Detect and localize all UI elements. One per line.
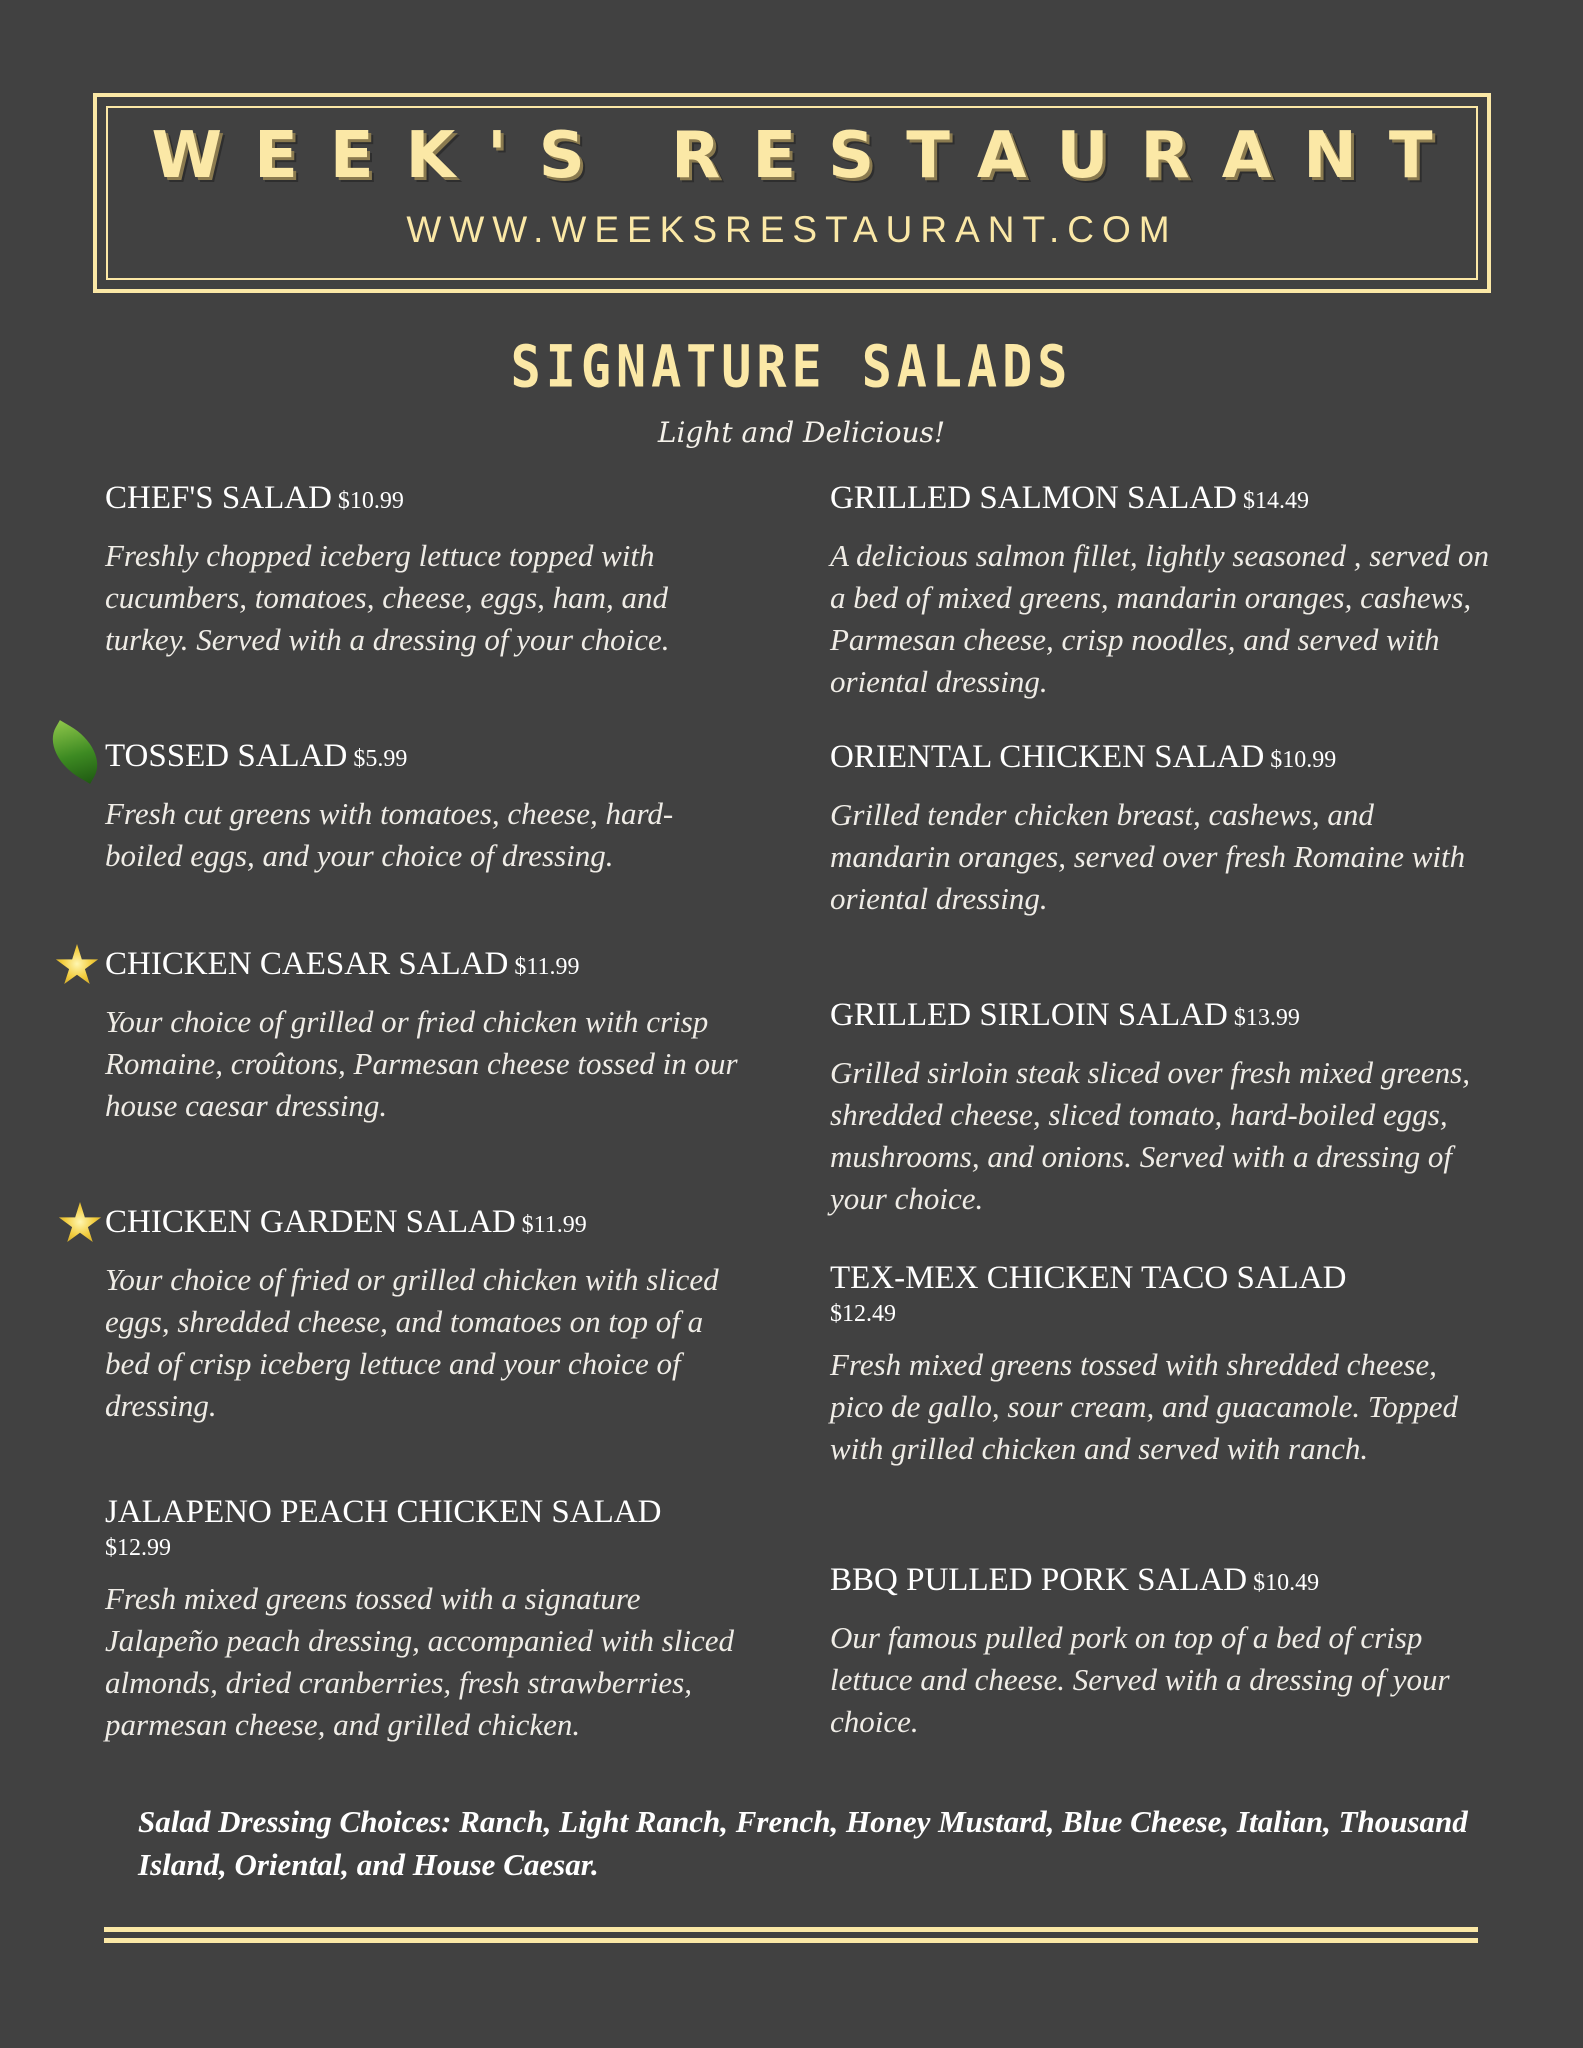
item-title [830, 995, 1490, 1038]
item-name: GRILLED SALMON SALAD [830, 480, 1237, 516]
item-title [830, 478, 1490, 521]
item-description: Fresh mixed greens tossed with a signature Jalapeño peach dressing, accompanied with sliced almonds, dried cranberries, fresh strawberries, parmesan cheese, and grilled chicken. [105, 1581, 735, 1742]
section-title: SIGNATURE SALADS [510, 333, 1073, 401]
menu-item-grilled-salmon-salad [830, 478, 1490, 703]
item-price: $13.99 [1233, 1005, 1300, 1031]
item-description: Grilled tender chicken breast, cashews, and mandarin oranges, served over fresh Romaine with oriental dressing. [830, 797, 1466, 916]
menu-item-chicken-garden-salad [105, 1202, 745, 1427]
item-title [105, 1202, 745, 1245]
item-price: $10.49 [1253, 1570, 1320, 1596]
menu-item-jalapeno-peach-chicken-salad [105, 1492, 745, 1746]
item-price: $5.99 [353, 746, 408, 772]
item-name: GRILLED SIRLOIN SALAD [830, 997, 1228, 1033]
footer-divider-top [104, 1927, 1478, 1932]
item-description: Freshly chopped iceberg lettuce topped with cucumbers, tomatoes, cheese, eggs, ham, and turkey. Served with a dressing of your choice. [105, 538, 670, 657]
item-title [830, 1258, 1490, 1330]
section-subtitle: Light and Delicious! [657, 416, 946, 449]
item-price: $10.99 [337, 488, 404, 514]
item-description: Our famous pulled pork on top of a bed of crisp lettuce and cheese. Served with a dressing of your choice. [830, 1620, 1450, 1739]
dressing-choices-note: Salad Dressing Choices: Ranch, Light Ranch, French, Honey Mustard, Blue Cheese, Italian, Thousand Island, Oriental, and House Caesar. [138, 1804, 1468, 1882]
header-frame [93, 93, 1491, 293]
website-link[interactable]: WWW.WEEKSRESTAURANT.COM [406, 209, 1178, 250]
menu-item-chicken-caesar-salad [105, 944, 745, 1127]
item-price: $11.99 [514, 954, 580, 980]
star-icon [58, 1202, 102, 1246]
item-title [105, 1492, 745, 1564]
item-description: Fresh mixed greens tossed with shredded cheese, pico de gallo, sour cream, and guacamole. Topped with grilled chicken and served with ranch. [830, 1347, 1458, 1466]
item-name: CHICKEN GARDEN SALAD [105, 1204, 516, 1240]
item-name: ORIENTAL CHICKEN SALAD [830, 739, 1265, 775]
item-price: $10.99 [1270, 747, 1337, 773]
item-title [105, 478, 745, 521]
item-description: Grilled sirloin steak sliced over fresh mixed greens, shredded cheese, sliced tomato, hard-boiled eggs, mushrooms, and onions. Served with a dressing of your choice. [830, 1055, 1470, 1216]
item-price: $12.49 [830, 1301, 896, 1327]
item-name: TEX-MEX CHICKEN TACO SALAD [830, 1260, 1347, 1296]
menu-item-oriental-chicken-salad [830, 737, 1490, 920]
leaf-icon [40, 720, 110, 784]
item-name: CHEF'S SALAD [105, 480, 332, 516]
item-title [830, 1560, 1490, 1603]
item-price: $11.99 [521, 1212, 587, 1238]
item-title [105, 944, 745, 987]
item-description: Your choice of fried or grilled chicken with sliced eggs, shredded cheese, and tomatoes on top of a bed of crisp iceberg lettuce and your choice of dressing. [105, 1262, 719, 1423]
item-name: BBQ PULLED PORK SALAD [830, 1562, 1248, 1598]
item-description: Your choice of grilled or fried chicken with crisp Romaine, croûtons, Parmesan cheese tossed in our house caesar dressing. [105, 1004, 738, 1123]
menu-item-bbq-pulled-pork-salad [830, 1560, 1490, 1743]
item-price: $14.49 [1243, 488, 1309, 514]
menu-item-chefs-salad [105, 478, 745, 661]
restaurant-name: WEEK'S RESTAURANT [151, 119, 1465, 193]
item-description: A delicious salmon fillet, lightly seasoned , served on a bed of mixed greens, mandarin oranges, cashews, Parmesan cheese, crisp noodles, and served with oriental dressing. [830, 538, 1489, 699]
item-description: Fresh cut greens with tomatoes, cheese, hard-boiled eggs, and your choice of dressing. [105, 796, 674, 873]
menu-item-tex-mex-chicken-taco-salad [830, 1258, 1490, 1470]
menu-item-tossed-salad [105, 736, 745, 877]
item-name: TOSSED SALAD [105, 738, 348, 774]
item-name: CHICKEN CAESAR SALAD [105, 946, 509, 982]
item-name: JALAPENO PEACH CHICKEN SALAD [105, 1494, 662, 1530]
footer-divider-bottom [104, 1938, 1478, 1943]
item-title [830, 737, 1490, 780]
star-icon [55, 944, 99, 988]
item-price: $12.99 [105, 1535, 171, 1561]
menu-item-grilled-sirloin-salad [830, 995, 1490, 1220]
item-title [105, 736, 745, 779]
